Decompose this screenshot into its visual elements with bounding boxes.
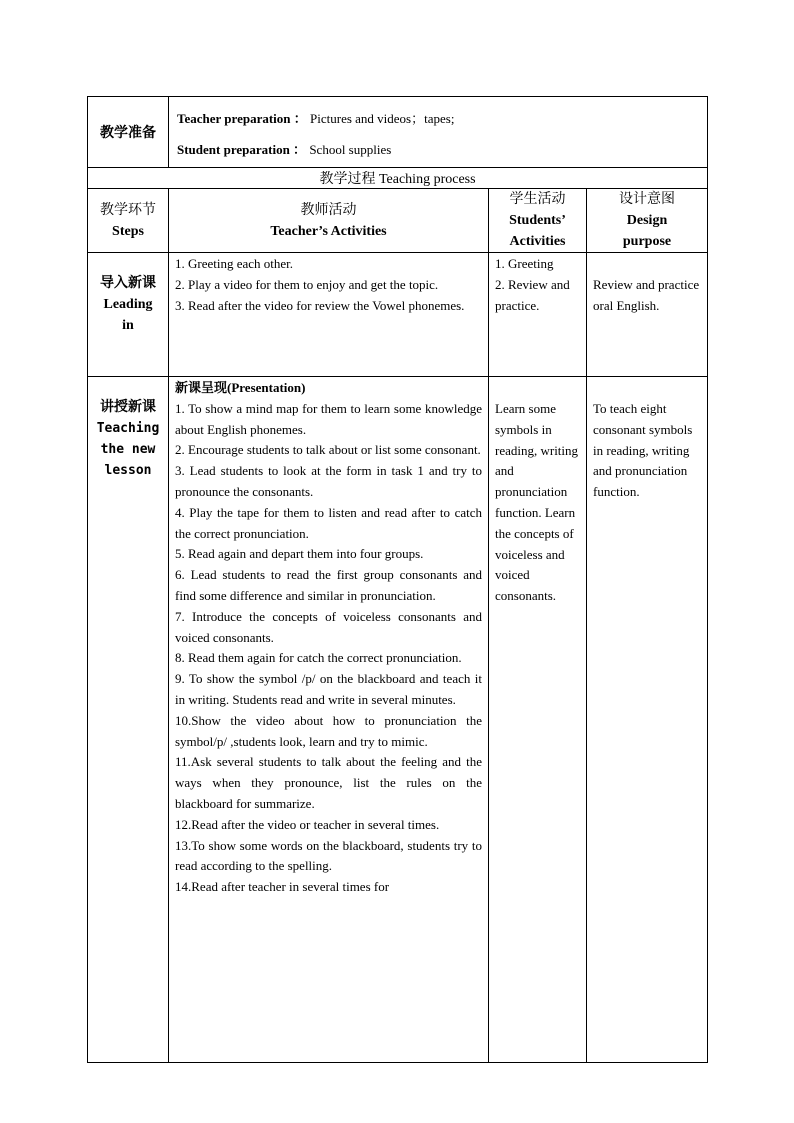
list-item: 1. To show a mind map for them to learn some knowledge about English phonemes. bbox=[175, 400, 482, 437]
student-header-cn: 学生活动 bbox=[509, 192, 566, 207]
process-title-row bbox=[88, 168, 708, 189]
list-item: 4. Play the tape for them to listen and read after to catch the correct pronunciation. bbox=[175, 504, 482, 541]
teacher-header-en: Teacher’s Activities bbox=[270, 223, 387, 239]
list-item: 3. Read after the video for review the Vowel phonemes. bbox=[175, 297, 465, 313]
new-lesson-cn: 讲授新课 bbox=[100, 399, 156, 415]
leading-in-student-activities bbox=[489, 253, 587, 377]
list-item: 12.Read after the video or teacher in several times. bbox=[175, 816, 440, 832]
leading-in-row bbox=[88, 253, 708, 377]
new-lesson-step bbox=[88, 377, 169, 1063]
list-item: 2. Encourage students to talk about or list some consonant. bbox=[175, 442, 481, 458]
teacher-preparation-label: Teacher preparation ： bbox=[177, 111, 307, 126]
list-item: 8. Read them again for catch the correct pronunciation. bbox=[175, 650, 462, 666]
new-lesson-en-1: Teaching bbox=[96, 421, 160, 436]
list-item: 1. Greeting each other. bbox=[175, 256, 294, 271]
student-preparation-label: Student preparation ： bbox=[177, 142, 307, 157]
list-item: 2. Review and practice. bbox=[495, 276, 570, 313]
preparation-label: 教学准备 bbox=[88, 97, 169, 168]
list-item: 7. Introduce the concepts of voiceless consonants and voiced consonants. bbox=[175, 608, 482, 645]
student-header-en-2: Activities bbox=[509, 234, 566, 249]
design-header-cn: 设计意图 bbox=[619, 192, 676, 207]
list-item: 14.Read after teacher in several times for bbox=[175, 879, 390, 895]
new-lesson-student-activities: Learn some symbols in reading, writing and pronunciation function. Learn the concepts of voiceless and voiced consonants. bbox=[489, 377, 587, 1063]
teacher-preparation bbox=[177, 103, 701, 134]
new-lesson-row bbox=[88, 377, 708, 1063]
process-title: 教学过程 Teaching process bbox=[88, 168, 708, 189]
list-item: 6. Lead students to read the first group consonants and find some difference and similar in pronunciation. bbox=[175, 567, 482, 603]
new-lesson-design-purpose: To teach eight consonant symbols in reading, writing and pronunciation function. bbox=[587, 377, 708, 1063]
teacher-header-cn: 教师活动 bbox=[300, 202, 357, 218]
teacher-activities-header bbox=[169, 189, 489, 253]
leading-in-cn: 导入新课 bbox=[100, 276, 156, 291]
leading-in-en-1: Leading bbox=[103, 297, 153, 312]
steps-header-en: Steps bbox=[112, 223, 144, 239]
lesson-plan-table bbox=[87, 96, 708, 1063]
new-lesson-teacher-activities bbox=[169, 377, 489, 1063]
column-header-row bbox=[88, 189, 708, 253]
student-header-en-1: Students’ bbox=[509, 213, 566, 228]
design-purpose-header bbox=[587, 189, 708, 253]
preparation-row bbox=[88, 97, 708, 168]
design-header-en-2: purpose bbox=[622, 234, 672, 249]
list-item: 3. Lead students to look at the form in task 1 and try to pronounce the consonants. bbox=[175, 463, 482, 499]
steps-header-cn: 教学环节 bbox=[100, 202, 156, 218]
new-lesson-en-3: lesson bbox=[104, 463, 152, 478]
presentation-heading: 新课呈现(Presentation) bbox=[175, 380, 306, 395]
list-item: 9. To show the symbol /p/ on the blackboard and teach it in writing. Students read and write in several minutes. bbox=[175, 671, 482, 707]
student-preparation-value: School supplies bbox=[309, 142, 392, 157]
list-item: 11.Ask several students to talk about the feeling and the ways when they pronounce, list the rules on the blackboard for summarize. bbox=[175, 754, 482, 811]
design-header-en-1: Design bbox=[626, 213, 668, 228]
list-item: 5. Read again and depart them into four groups. bbox=[175, 546, 424, 562]
steps-header bbox=[88, 189, 169, 253]
list-item: 13.To show some words on the blackboard, students try to read according to the spelling. bbox=[175, 837, 482, 874]
leading-in-en-2: in bbox=[122, 318, 134, 333]
list-item: 2. Play a video for them to enjoy and get the topic. bbox=[175, 276, 439, 292]
list-item: 1. Greeting bbox=[495, 256, 554, 271]
leading-in-design-purpose: Review and practice oral English. bbox=[587, 253, 708, 377]
student-preparation bbox=[177, 134, 701, 165]
list-item: 10.Show the video about how to pronunciation the symbol/p/ ,students look, learn and try to mimic. bbox=[175, 712, 482, 749]
leading-in-teacher-activities bbox=[169, 253, 489, 377]
student-activities-header bbox=[489, 189, 587, 253]
leading-in-step bbox=[88, 253, 169, 377]
teacher-preparation-value: Pictures and videos；tapes; bbox=[310, 111, 455, 126]
preparation-details bbox=[169, 97, 708, 168]
new-lesson-en-2: the new bbox=[100, 442, 156, 457]
